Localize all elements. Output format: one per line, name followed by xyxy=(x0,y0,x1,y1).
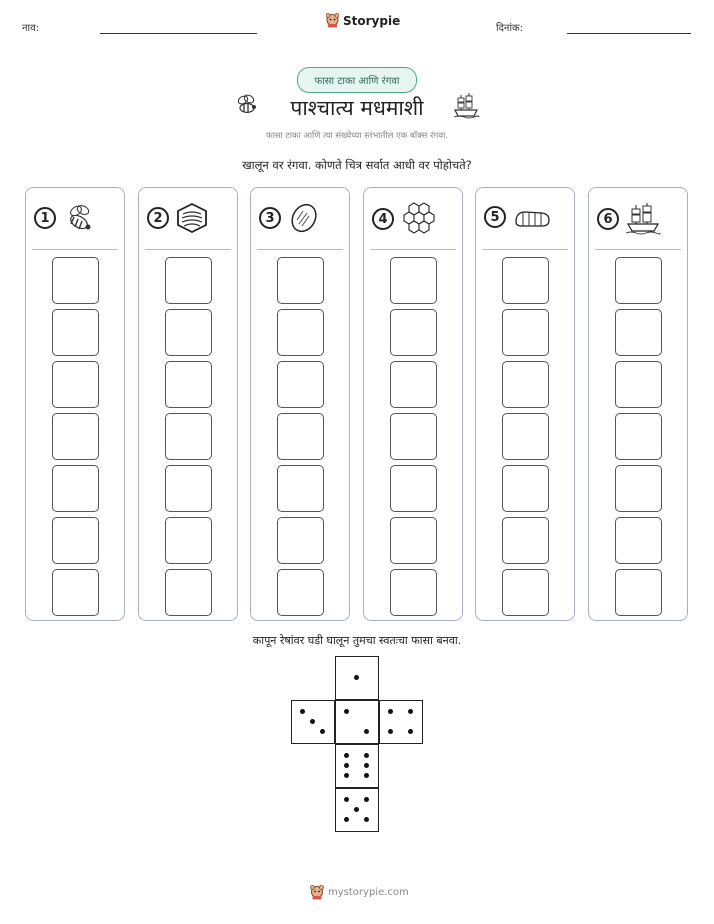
color-box[interactable] xyxy=(165,309,212,356)
color-box[interactable] xyxy=(277,413,324,460)
color-box[interactable] xyxy=(277,465,324,512)
bee-icon xyxy=(62,202,96,234)
name-label: नाव: xyxy=(22,23,40,34)
date-line[interactable] xyxy=(567,33,691,34)
color-box[interactable] xyxy=(615,257,662,304)
seed-icon xyxy=(287,202,321,234)
column-1 xyxy=(25,187,125,621)
column-6 xyxy=(588,187,688,621)
column-2 xyxy=(138,187,238,621)
color-box[interactable] xyxy=(502,257,549,304)
color-box[interactable] xyxy=(390,569,437,616)
hexagon-cell-icon xyxy=(175,202,209,234)
color-box[interactable] xyxy=(165,517,212,564)
color-box[interactable] xyxy=(502,361,549,408)
coloring-instruction: खालून वर रंगवा. कोणते चित्र सर्वात आधी वर पोहोचते? xyxy=(242,158,472,172)
color-box[interactable] xyxy=(502,309,549,356)
color-box[interactable] xyxy=(165,413,212,460)
color-box[interactable] xyxy=(52,361,99,408)
column-number: 6 xyxy=(597,208,619,230)
color-box[interactable] xyxy=(390,517,437,564)
color-box[interactable] xyxy=(390,361,437,408)
color-box[interactable] xyxy=(502,413,549,460)
color-box[interactable] xyxy=(277,309,324,356)
column-number: 4 xyxy=(372,208,394,230)
color-box[interactable] xyxy=(52,569,99,616)
color-box[interactable] xyxy=(390,413,437,460)
dice-face-6[interactable] xyxy=(335,744,379,788)
date-label: दिनांक: xyxy=(496,23,524,34)
dice-face-2[interactable] xyxy=(335,700,379,744)
color-box[interactable] xyxy=(277,361,324,408)
storypie-mascot-icon xyxy=(326,13,339,28)
larva-icon xyxy=(512,202,552,232)
color-box[interactable] xyxy=(615,517,662,564)
color-box[interactable] xyxy=(390,465,437,512)
dice-face-5[interactable] xyxy=(335,788,379,832)
color-box[interactable] xyxy=(615,361,662,408)
footer-url[interactable]: mystorypie.com xyxy=(328,887,409,898)
color-box[interactable] xyxy=(615,569,662,616)
activity-badge: फासा टाका आणि रंगवा xyxy=(297,67,417,93)
color-box[interactable] xyxy=(502,517,549,564)
brand-name: Storypie xyxy=(343,13,401,28)
color-box[interactable] xyxy=(52,413,99,460)
footer xyxy=(310,885,409,900)
color-box[interactable] xyxy=(165,257,212,304)
column-4 xyxy=(363,187,463,621)
color-box[interactable] xyxy=(277,257,324,304)
column-number: 1 xyxy=(34,207,56,229)
page-subtitle: फासा टाका आणि त्या संख्येच्या स्तंभातील एक बॉक्स रंगवा. xyxy=(266,131,448,141)
color-box[interactable] xyxy=(615,465,662,512)
dice-face-4[interactable] xyxy=(379,700,423,744)
color-box[interactable] xyxy=(277,569,324,616)
title-ship-icon xyxy=(452,91,480,119)
color-box[interactable] xyxy=(390,257,437,304)
ship-icon xyxy=(625,202,661,236)
column-3 xyxy=(250,187,350,621)
page-title: पाश्चात्य मधमाशी xyxy=(290,96,424,120)
color-box[interactable] xyxy=(390,309,437,356)
color-box[interactable] xyxy=(615,309,662,356)
storypie-mascot-icon xyxy=(310,885,324,900)
color-box[interactable] xyxy=(502,465,549,512)
column-number: 2 xyxy=(147,207,169,229)
color-box[interactable] xyxy=(165,569,212,616)
color-box[interactable] xyxy=(52,309,99,356)
color-box[interactable] xyxy=(165,361,212,408)
dice-instruction: कापून रेषांवर घडी घालून तुमचा स्वतःचा फासा बनवा. xyxy=(252,634,462,647)
name-line[interactable] xyxy=(100,33,257,34)
dice-face-3[interactable] xyxy=(291,700,335,744)
brand-logo xyxy=(326,13,400,28)
column-number: 5 xyxy=(484,206,506,228)
color-box[interactable] xyxy=(52,465,99,512)
color-box[interactable] xyxy=(615,413,662,460)
color-box[interactable] xyxy=(52,517,99,564)
dice-face-1[interactable] xyxy=(335,656,379,700)
color-box[interactable] xyxy=(502,569,549,616)
honeycomb-icon xyxy=(400,202,440,236)
color-box[interactable] xyxy=(277,517,324,564)
color-box[interactable] xyxy=(52,257,99,304)
color-box[interactable] xyxy=(165,465,212,512)
column-number: 3 xyxy=(259,207,281,229)
column-5 xyxy=(475,187,575,621)
